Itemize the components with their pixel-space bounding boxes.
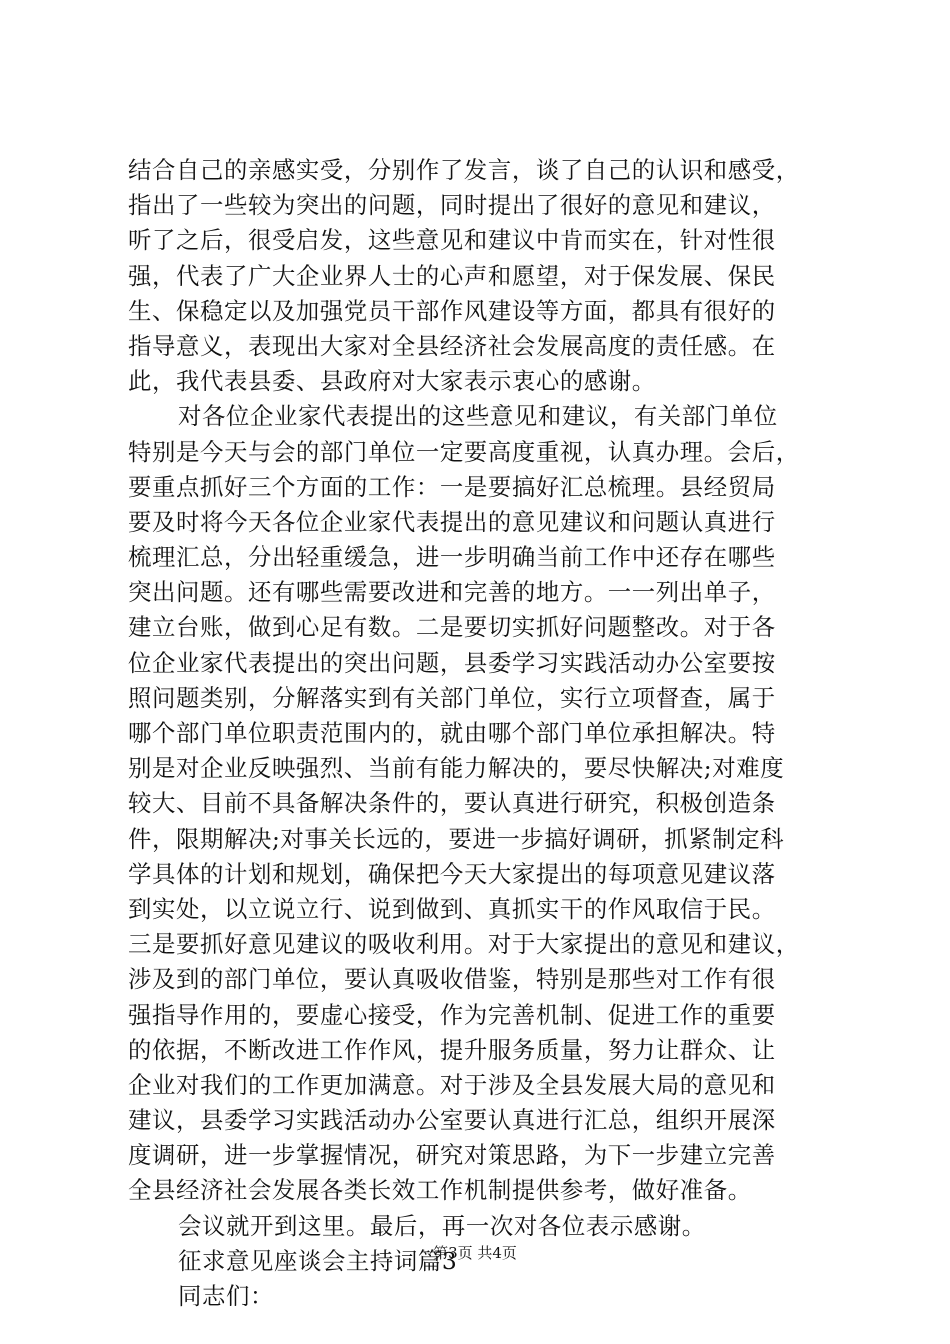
text-line: 结合自己的亲感实受，分别作了发言，谈了自己的认识和感受，	[128, 156, 800, 184]
text-line: 指出了一些较为突出的问题，同时提出了很好的意见和建议，	[128, 191, 776, 220]
document-body	[128, 153, 834, 1314]
text-line: 建议，县委学习实践活动办公室要认真进行汇总，组织开展深	[128, 1106, 776, 1135]
salutation: 同志们：	[178, 1282, 274, 1310]
text-line: 强，代表了广大企业界人士的心声和愿望，对于保发展、保民	[128, 261, 776, 290]
text-line: 照问题类别，分解落实到有关部门单位，实行立项督查，属于	[128, 683, 776, 712]
text-line: 突出问题。还有哪些需要改进和完善的地方。一一列出单子，	[128, 578, 776, 607]
text-line: 建立台账，做到心足有数。二是要切实抓好问题整改。对于各	[128, 613, 776, 642]
text-line: 强指导作用的，要虚心接受，作为完善机制、促进工作的重要	[128, 1000, 776, 1029]
paragraph-start-line: 对各位企业家代表提出的这些意见和建议，有关部门单位	[178, 402, 778, 431]
text-line: 涉及到的部门单位，要认真吸收借鉴，特别是那些对工作有很	[128, 965, 776, 994]
page-footer: 第3页 共4页	[433, 1244, 517, 1262]
text-line: 到实处，以立说立行、说到做到、真抓实干的作风取信于民。	[128, 894, 776, 923]
text-line: 特别是今天与会的部门单位一定要高度重视，认真办理。会后，	[128, 437, 800, 466]
text-line: 度调研，进一步掌握情况，研究对策思路，为下一步建立完善	[128, 1141, 776, 1170]
text-line: 三是要抓好意见建议的吸收利用。对于大家提出的意见和建议，	[128, 930, 800, 959]
text-line: 的依据，不断改进工作作风，提升服务质量，努力让群众、让	[128, 1035, 776, 1064]
text-line: 要重点抓好三个方面的工作：一是要搞好汇总梳理。县经贸局	[128, 472, 776, 501]
text-line: 件，限期解决;对事关长远的，要进一步搞好调研，抓紧制定科	[128, 824, 785, 853]
text-line: 位企业家代表提出的突出问题，县委学习实践活动办公室要按	[128, 648, 776, 677]
text-line: 指导意义，表现出大家对全县经济社会发展高度的责任感。在	[128, 331, 776, 360]
text-line: 学具体的计划和规划，确保把今天大家提出的每项意见建议落	[128, 859, 776, 888]
text-line: 哪个部门单位职责范围内的，就由哪个部门单位承担解决。特	[128, 719, 776, 747]
paragraph-start-line: 会议就开到这里。最后，再一次对各位表示感谢。	[178, 1211, 706, 1240]
text-line: 要及时将今天各位企业家代表提出的意见建议和问题认真进行	[128, 507, 776, 536]
text-line: 较大、目前不具备解决条件的，要认真进行研究，积极创造条	[128, 789, 776, 818]
text-line: 此，我代表县委、县政府对大家表示衷心的感谢。	[128, 367, 656, 396]
section-heading: 征求意见座谈会主持词篇3	[178, 1246, 458, 1275]
text-line: 梳理汇总，分出轻重缓急，进一步明确当前工作中还存在哪些	[128, 543, 776, 572]
text-line: 生、保稳定以及加强党员干部作风建设等方面，都具有很好的	[128, 296, 776, 325]
text-line: 企业对我们的工作更加满意。对于涉及全县发展大局的意见和	[128, 1070, 776, 1099]
text-line: 听了之后，很受启发，这些意见和建议中肯而实在，针对性很	[128, 226, 776, 255]
text-line: 别是对企业反映强烈、当前有能力解决的，要尽快解决;对难度	[128, 754, 785, 783]
text-line: 全县经济社会发展各类长效工作机制提供参考，做好准备。	[128, 1176, 752, 1205]
